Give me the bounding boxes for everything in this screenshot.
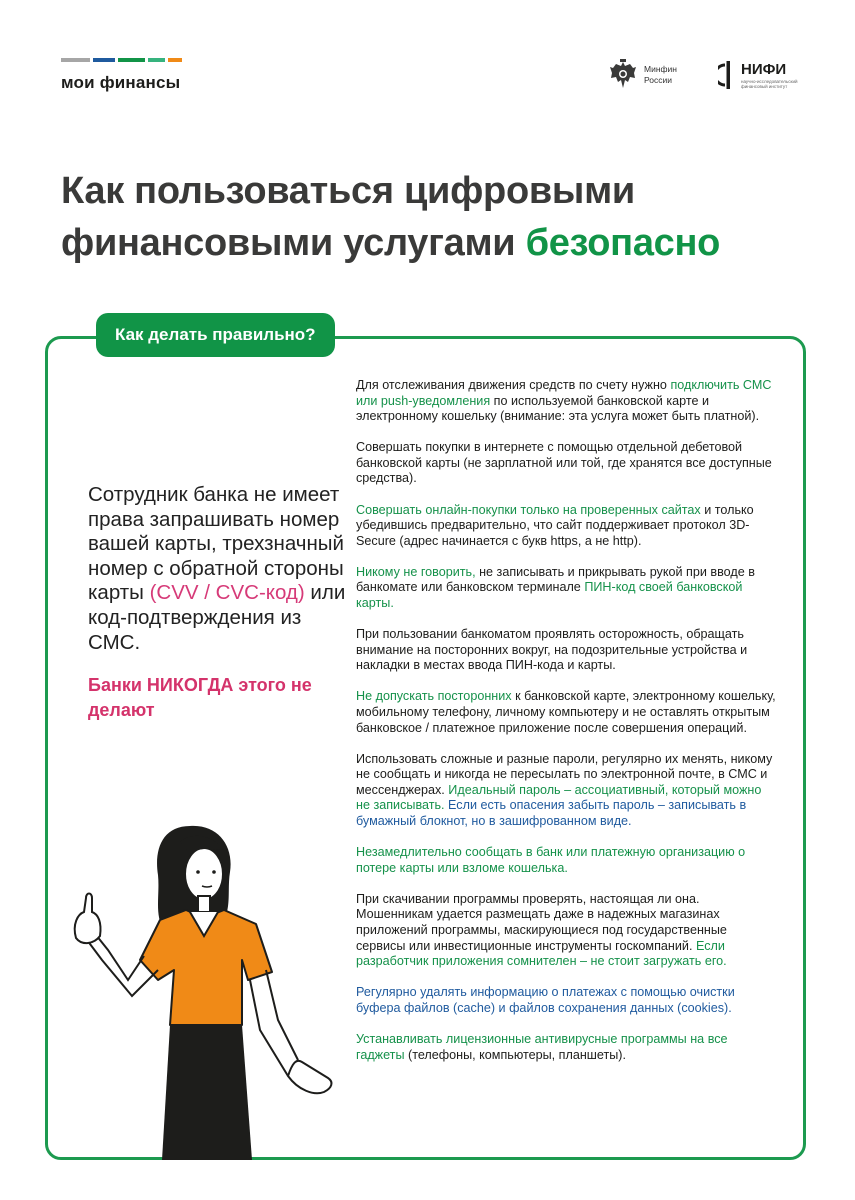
eagle-emblem-icon xyxy=(608,58,638,92)
tip-text: Использовать сложные и разные пароли, регулярно их менять, никому не сообщать и никогда не пересылать по электронной почте, в СМС и мессенджерах. xyxy=(356,751,773,797)
brand-color-bar xyxy=(61,58,185,62)
minfin-logo xyxy=(608,58,677,92)
tip-highlight: Незамедлительно сообщать в банк или платежную организацию о потере карты или взломе кошелька. xyxy=(356,845,746,875)
brand-bar-segment xyxy=(61,58,90,62)
warning-block xyxy=(88,483,358,723)
tip-item xyxy=(356,1032,776,1063)
tip-highlight: Идеальный пароль – ассоциативный, который можно не записывать. xyxy=(356,782,762,813)
page-title xyxy=(61,165,720,269)
tip-highlight: Устанавливать лицензионные антивирусные программы на все гаджеты xyxy=(356,1032,728,1062)
title-line1: Как пользоваться цифровыми xyxy=(61,170,635,212)
nifi-emblem-icon xyxy=(718,60,738,90)
nifi-name: НИФИ xyxy=(741,60,787,78)
title-accent: безопасно xyxy=(525,222,721,264)
tip-text: и только убедившись предварительно, что сайт поддерживает протокол 3D-Secure (адрес начинается с букв https, а не http). xyxy=(356,502,754,548)
title-line2: финансовыми услугами xyxy=(61,222,526,264)
tip-highlight: Совершать онлайн-покупки только на проверенных сайтах xyxy=(356,502,701,517)
tip-item xyxy=(356,440,776,487)
tip-blue-note: Регулярно удалять информацию о платежах с помощью очистки буфера файлов (cache) и файлов сохранения данных (cookies). xyxy=(356,985,735,1015)
tips-list xyxy=(356,378,776,1079)
tip-text: не записывать и прикрывать рукой при вводе в банкомате или банковском терминале xyxy=(356,564,755,595)
tip-text: Совершать покупки в интернете с помощью отдельной дебетовой банковской карты (не зарплатной или той, где хранятся все доступные средства). xyxy=(356,440,772,486)
nifi-logo xyxy=(718,60,809,90)
tip-highlight: подключить СМС или push-уведомления xyxy=(356,378,772,408)
tip-item xyxy=(356,503,776,550)
brand-logo xyxy=(61,58,185,93)
warning-part1: Сотрудник банка не имеет права запрашивать номер вашей карты, трехзначный номер с обратной стороны карты xyxy=(88,483,344,605)
warning-text xyxy=(88,483,358,655)
nifi-subtitle: научно-исследовательский финансовый институт xyxy=(741,78,798,89)
tip-item xyxy=(356,565,776,612)
tip-item xyxy=(356,892,776,970)
section-label: Как делать правильно? xyxy=(96,313,335,357)
tip-highlight: Не допускать посторонних xyxy=(356,689,512,704)
tip-item xyxy=(356,752,776,830)
tip-text: При пользовании банкоматом проявлять осторожность, обращать внимание на посторонних вокруг, на подозрительные устройства и накладки в местах ввода ПИН-кода и карты. xyxy=(356,627,748,673)
banks-never-note: Банки НИКОГДА этого не делают xyxy=(88,675,312,721)
tip-text: Для отслеживания движения средств по счету нужно xyxy=(356,378,671,392)
tip-text: (телефоны, компьютеры, планшеты). xyxy=(404,1047,627,1062)
tip-highlight: Никому не говорить, xyxy=(356,564,476,579)
tip-item xyxy=(356,689,776,736)
brand-bar-segment xyxy=(168,58,182,62)
tip-item xyxy=(356,378,776,425)
tip-item xyxy=(356,985,776,1016)
minfin-line1: Минфин xyxy=(644,64,677,74)
cvv-code: (CVV / CVC-код) xyxy=(149,581,305,605)
warning-part2: или код-подтверждения из СМС. xyxy=(88,581,346,654)
tip-highlight: ПИН-код своей банковской карты. xyxy=(356,580,743,611)
brand-name: мои финансы xyxy=(61,73,181,92)
tip-item xyxy=(356,627,776,674)
tip-text: к банковской карте, электронному кошельку, мобильному телефону, личному компьютеру и не оставлять открытым банковское / платежное приложение после совершения операций. xyxy=(356,689,776,735)
tip-text: по используемой банковской карте и электронному кошельку (внимание: эта услуга может быть платной). xyxy=(356,393,760,424)
tip-item xyxy=(356,845,776,876)
tip-text: При скачивании программы проверять, настоящая ли она. Мошенникам удается размещать даже в надежных магазинах приложений программы, маскирующиеся под государственные сервисы или инвестиционные инструменты госкомпаний. xyxy=(356,891,727,953)
brand-bar-segment xyxy=(148,58,166,62)
minfin-line2: России xyxy=(644,75,673,85)
brand-bar-segment xyxy=(118,58,145,62)
tip-blue-note: Если есть опасения забыть пароль – записывать в бумажный блокнот, но в зашифрованном виде. xyxy=(356,798,747,829)
brand-bar-segment xyxy=(93,58,114,62)
woman-illustration xyxy=(62,820,352,1160)
tip-highlight: Если разработчик приложения сомнителен – не стоит загружать его. xyxy=(356,938,727,969)
